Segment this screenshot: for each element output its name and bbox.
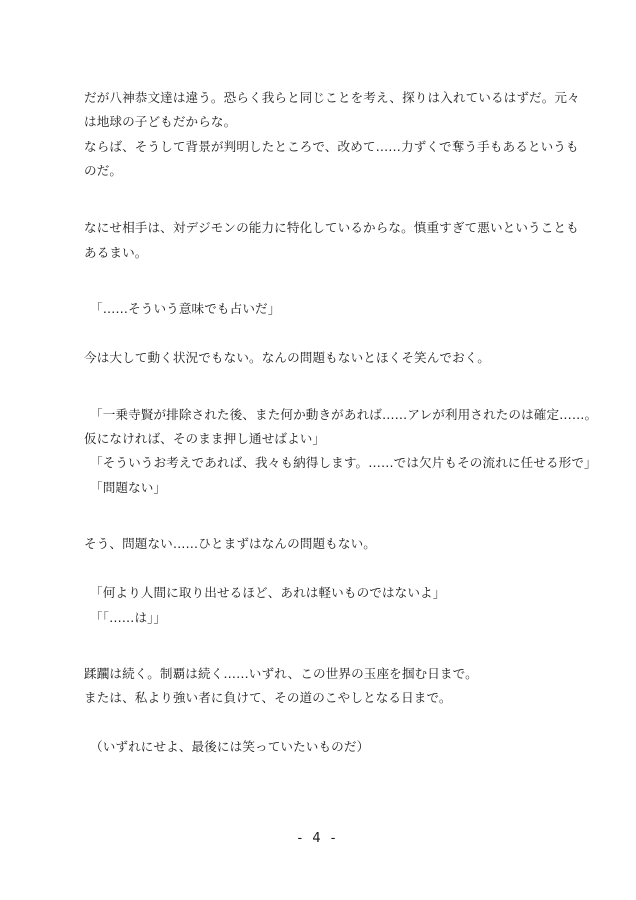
text-line: 仮になければ、そのまま押し通せばよい」 xyxy=(84,431,326,446)
dialogue-line: 「そういうお考えであれば、我々も納得します。……では欠片もその流れに任せる形で」 xyxy=(90,455,597,470)
text-line: 今は大して動く状況でもない。なんの問題もないとほくそ笑んでおく。 xyxy=(84,350,490,365)
dialogue-line: 「「……は」」 xyxy=(90,610,167,625)
dialogue-line: 「一乗寺賢が排除された後、また何か動きがあれば……アレが利用されたのは確定……。 xyxy=(90,407,598,422)
page-number: - 4 - xyxy=(297,831,339,846)
text-line: または、私より強い者に負けて、その道のこやしとなる日まで。 xyxy=(84,690,452,705)
text-line: あるまい。 xyxy=(84,245,148,260)
text-line: なにせ相手は、対デジモンの能力に特化しているからな。慎重すぎて悪いということも xyxy=(84,220,579,235)
text-line: そう、問題ない……ひとまずはなんの問題もない。 xyxy=(84,536,376,551)
text-line: のだ。 xyxy=(84,163,123,178)
thought-line: （いずれにせよ、最後には笑っていたいものだ） xyxy=(90,739,370,754)
dialogue-line: 「何より人間に取り出せるほど、あれは軽いものではないよ」 xyxy=(90,585,446,600)
dialogue-line: 「……そういう意味でも占いだ」 xyxy=(90,301,281,316)
text-line: ならば、そうして背景が判明したところで、改めて……力ずくで奪う手もあるというも xyxy=(84,139,579,154)
text-line: だが八神恭文達は違う。恐らく我らと同じことを考え、探りは入れているはずだ。元々 xyxy=(84,90,580,105)
text-line: は地球の子どもだからな。 xyxy=(84,114,237,129)
dialogue-line: 「問題ない」 xyxy=(90,480,167,495)
text-line: 蹂躙は続く。制覇は続く……いずれ、この世界の玉座を掴む日まで。 xyxy=(84,666,478,681)
